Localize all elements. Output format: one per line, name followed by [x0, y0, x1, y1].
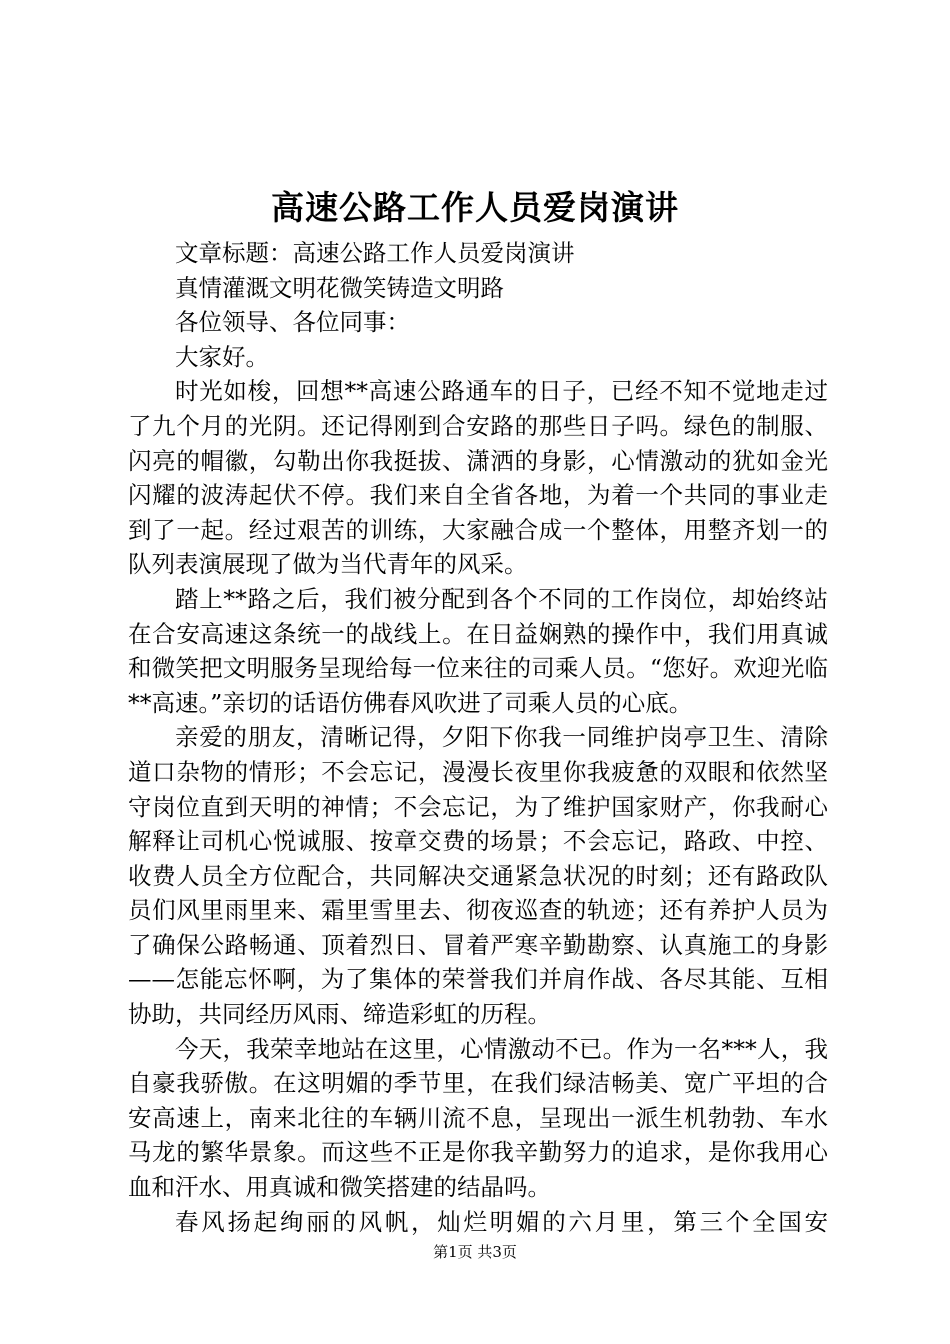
- salutation-line: 各位领导、各位同事：: [175, 308, 410, 337]
- article-title-line: 文章标题：高速公路工作人员爱岗演讲: [175, 239, 575, 267]
- document-body: [128, 236, 828, 1239]
- page-number-footer: 第1页 共3页: [433, 1243, 517, 1261]
- document-title: 高速公路工作人员爱岗演讲: [271, 188, 679, 227]
- paragraph: 春风扬起绚丽的风帆，灿烂明媚的六月里，第三个全国安: [175, 1207, 828, 1236]
- paragraph: 亲爱的朋友，清晰记得，夕阳下你我一同维护岗亭卫生、清除道口杂物的情形；不会忘记，漫漫长夜里你我疲惫的双眼和依然坚守岗位直到天明的神情；不会忘记，为了维护国家财产，你我耐心解释让司机心悦诚服、按章交费的场景；不会忘记，路政、中控、收费人员全方位配合，共同解决交通紧急状况的时刻；还有路政队员们风里雨里来、霜里雪里去、彻夜巡查的轨迹；还有养护人员为了确保公路畅通、顶着烈日、冒着严寒辛勤勘察、认真施工的身影——怎能忘怀啊，为了集体的荣誉我们并肩作战、各尽其能、互相协助，共同经历风雨、缔造彩虹的历程。: [128, 723, 828, 1029]
- greeting-line: 大家好。: [175, 342, 269, 371]
- paragraph: 今天，我荣幸地站在这里，心情激动不已。作为一名***人，我自豪我骄傲。在这明媚的季节里，在我们绿洁畅美、宽广平坦的合安高速上，南来北往的车辆川流不息，呈现出一派生机勃勃、车水马龙的繁华景象。而这些不正是你我辛勤努力的追求，是你我用心血和汗水、用真诚和微笑搭建的结晶吗。: [128, 1034, 828, 1202]
- subtitle-line: 真情灌溉文明花微笑铸造文明路: [175, 273, 504, 302]
- paragraph: 时光如梭，回想**高速公路通车的日子，已经不知不觉地走过了九个月的光阴。还记得刚到合安路的那些日子吗。绿色的制服、闪亮的帽徽，勾勒出你我挺拔、潇洒的身影，心情激动的犹如金光闪耀的波涛起伏不停。我们来自全省各地，为着一个共同的事业走到了一起。经过艰苦的训练，大家融合成一个整体，用整齐划一的队列表演展现了做为当代青年的风采。: [128, 377, 828, 579]
- paragraph: 踏上**路之后，我们被分配到各个不同的工作岗位，却始终站在合安高速这条统一的战线上。在日益娴熟的操作中，我们用真诚和微笑把文明服务呈现给每一位来往的司乘人员。“您好。欢迎光临**高速。”亲切的话语仿佛春风吹进了司乘人员的心底。: [128, 584, 828, 717]
